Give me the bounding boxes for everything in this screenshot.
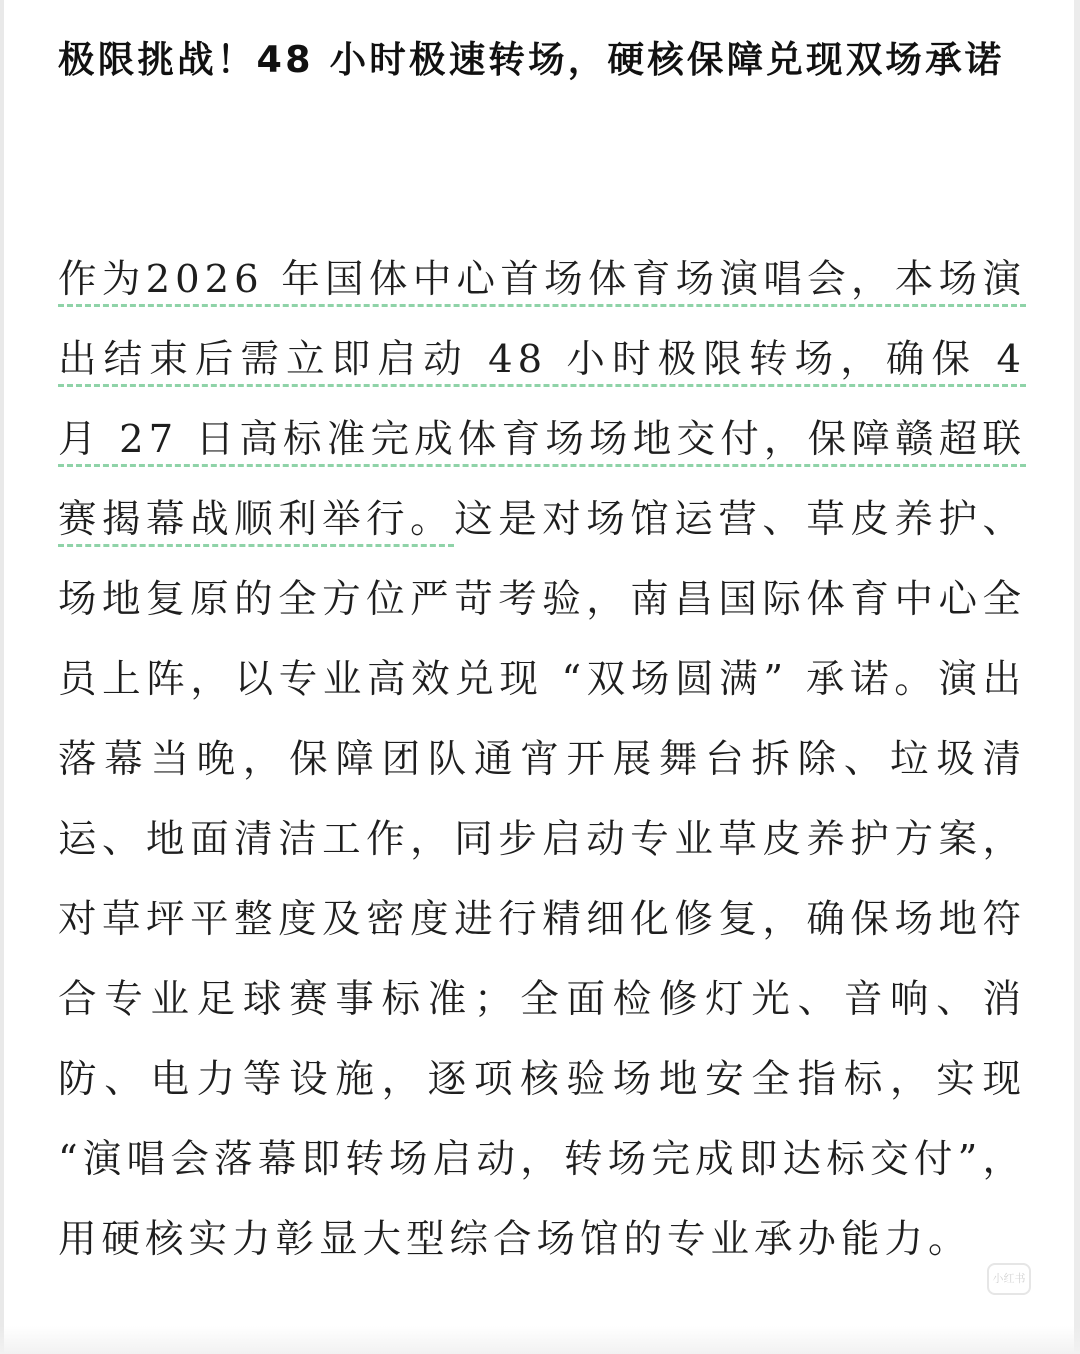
- highlighted-sentence: 作为2026 年国体中心首场体育场演唱会，本场演出结束后需立即启动 48 小时极限转场，确保 4 月 27 日高标准完成体育场场地交付，保障赣超联赛揭幕战顺利举行。: [58, 257, 1026, 542]
- page-bottom-shadow: [0, 1326, 1080, 1354]
- article-title: 极限挑战！48 小时极速转场，硬核保障兑现双场承诺: [58, 38, 1005, 81]
- paragraph-body: 这是对场馆运营、草皮养护、场地复原的全方位严苛考验，南昌国际体育中心全员上阵，以专业高效兑现 “双场圆满” 承诺。演出落幕当晚，保障团队通宵开展舞台拆除、垃圾清运、地面清洁工作，同步启动专业草皮养护方案，对草坪平整度及密度进行精细化修复，确保场地符合专业足球赛事标准；全面检修灯光、音响、消防、电力等设施，逐项核验场地安全指标，实现 “演唱会落幕即转场启动，转场完成即达标交付”，用硬核实力彰显大型综合场馆的专业承办能力。: [58, 497, 1026, 1262]
- page-left-edge: [0, 0, 4, 1354]
- article-paragraph: [58, 240, 1026, 1280]
- watermark-logo: 小红书: [987, 1263, 1031, 1295]
- page-right-edge: [1074, 0, 1080, 1354]
